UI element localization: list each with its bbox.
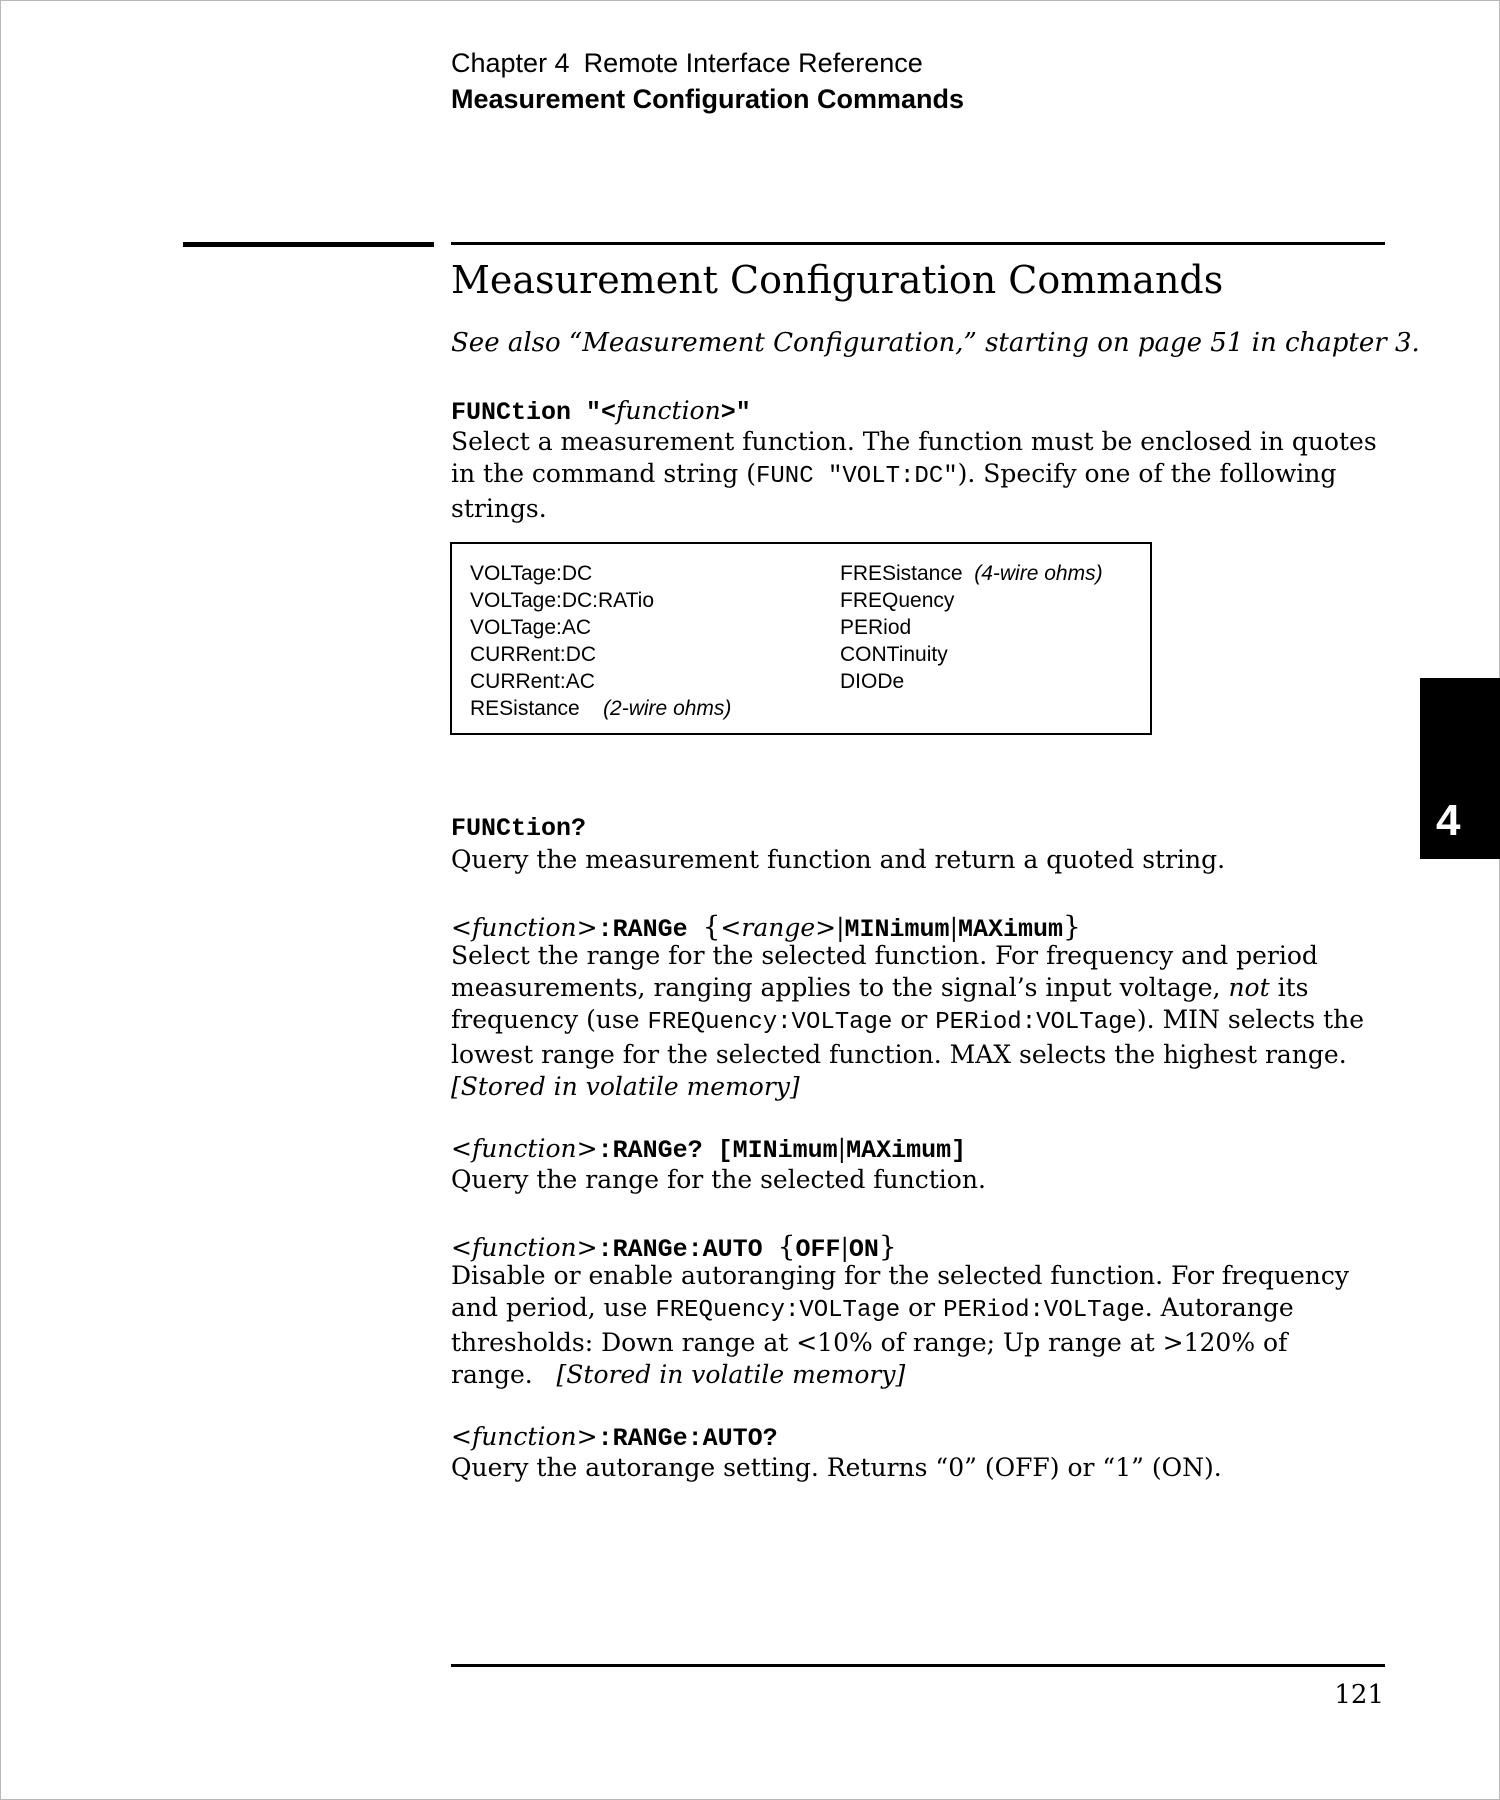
range-query-command: <function>:RANGe? [MINimum|MAXimum]: [451, 1134, 967, 1165]
autorange-query-command: <function>:RANGe:AUTO?: [451, 1422, 778, 1453]
function-item: CURRent:DC: [470, 643, 597, 666]
function-item: VOLTage:DC: [470, 562, 593, 585]
running-header-chapter: [451, 48, 923, 79]
section-title: Measurement Configuration Commands: [451, 258, 1224, 302]
function-item: CURRent:AC: [470, 670, 595, 693]
autorange-description: Disable or enable autoranging for the selected function. For frequency and period, use FREQuency:VOLTage or PERiod:VOLTage. Autorange thresholds: Down range at <10% of range; Up range at >120% of range. [Stored in volatile memory]: [451, 1261, 1350, 1389]
function-list-right: [840, 560, 1103, 695]
range-description: Select the range for the selected function. For frequency and period measurements, ranging applies to the signal’s input voltage, not its frequency (use FREQuency:VOLTage or PERiod:VOLTage). MIN selects the lowest range for the selected function. MAX selects the highest range. [Stored in volatile memory]: [451, 941, 1365, 1101]
function-item-note: (4-wire ohms): [974, 562, 1103, 585]
function-item: PERiod: [840, 616, 912, 639]
function-item: VOLTage:DC:RATio: [470, 589, 655, 612]
range-command: <function>:RANGe {<range>|MINimum|MAXimum}: [451, 910, 1081, 944]
left-rule: [183, 242, 434, 247]
function-item-with-note: FRESistance (4-wire ohms): [840, 562, 1103, 585]
autorange-command: <function>:RANGe:AUTO {OFF|ON}: [451, 1230, 897, 1264]
function-item-note: (2-wire ohms): [603, 697, 732, 720]
see-also-note: See also “Measurement Configuration,” starting on page 51 in chapter 3.: [451, 328, 1420, 358]
function-description: Select a measurement function. The function must be enclosed in quotes in the command string (FUNC "VOLT:DC"). Specify one of the following strings.: [451, 427, 1377, 523]
volatile-memory-note: [Stored in volatile memory]: [451, 1072, 800, 1101]
section-rule: [451, 242, 1385, 245]
function-query-command: FUNCtion?: [451, 814, 587, 843]
function-item: FREQuency: [840, 589, 955, 612]
range-query-description: Query the range for the selected function.: [451, 1165, 986, 1194]
volatile-memory-note: [Stored in volatile memory]: [556, 1360, 906, 1389]
function-item: CONTinuity: [840, 643, 948, 666]
chapter-number: Chapter 4: [451, 48, 570, 78]
function-command: FUNCtion "<function>": [451, 396, 751, 427]
function-item: VOLTage:AC: [470, 616, 592, 639]
chapter-tab-number: 4: [1436, 796, 1461, 845]
function-item: DIODe: [840, 670, 905, 693]
chapter-title: Remote Interface Reference: [583, 48, 923, 78]
function-item-with-note: RESistance (2-wire ohms): [470, 697, 732, 720]
chapter-thumb-tab: [1420, 678, 1500, 859]
function-list-box: [450, 542, 1152, 735]
page-number: 121: [1334, 1680, 1384, 1710]
running-header-section: Measurement Configuration Commands: [451, 84, 965, 114]
function-list-left: [470, 560, 731, 722]
autorange-query-description: Query the autorange setting. Returns “0” (OFF) or “1” (ON).: [451, 1453, 1222, 1482]
footer-rule: [451, 1664, 1385, 1667]
function-query-description: Query the measurement function and return a quoted string.: [451, 845, 1226, 874]
